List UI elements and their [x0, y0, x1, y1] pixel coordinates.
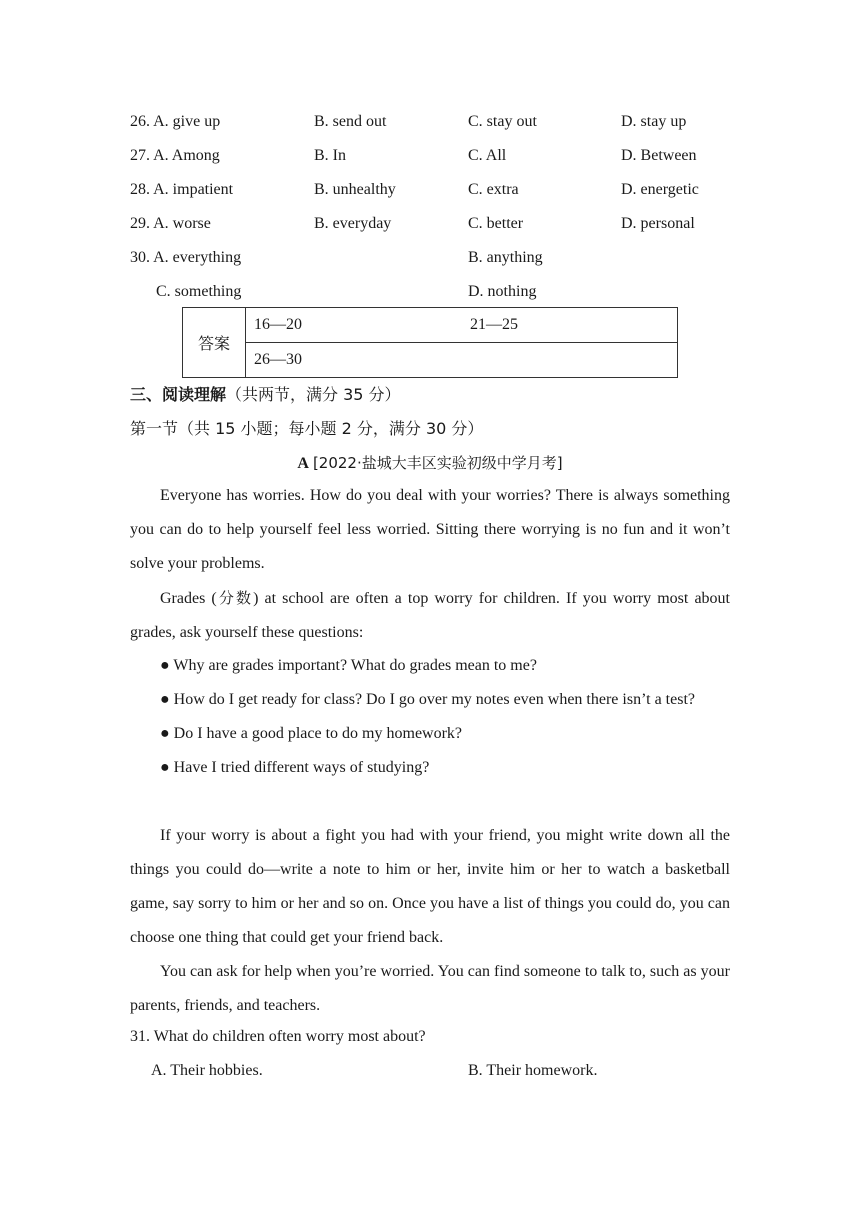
option-a: 29. A. worse — [130, 215, 211, 232]
question-31-stem: 31. What do children often worry most about? — [130, 1028, 426, 1045]
question-30-row-2 — [130, 280, 730, 304]
answer-table — [182, 307, 678, 378]
option-c: C. better — [468, 215, 524, 232]
option-c: C. something — [156, 283, 242, 300]
passage-source: [2022·盐城大丰区实验初级中学月考] — [312, 454, 563, 472]
option-c: C. All — [468, 147, 507, 164]
option-d: D. Between — [621, 147, 697, 164]
question-27-row — [130, 144, 730, 168]
option-a: 28. A. impatient — [130, 181, 234, 198]
option-d: D. stay up — [621, 113, 687, 130]
paragraph-1-text: Everyone has worries. How do you deal with your worries? There is always something you can do to help yourself feel less worried. Sitting there worrying is no fun and it won’t solve your problems. — [130, 487, 730, 572]
option-d: D. nothing — [468, 283, 537, 300]
option-d: D. energetic — [621, 181, 699, 198]
question-29-row — [130, 212, 730, 236]
bullet-list — [130, 649, 730, 785]
option-a: 26. A. give up — [130, 113, 221, 130]
passage-title — [0, 451, 860, 476]
option-c: C. extra — [468, 181, 519, 198]
option-b: B. In — [314, 147, 346, 164]
option-b: B. unhealthy — [314, 181, 396, 198]
bullet-1: ● Why are grades important? What do grades mean to me? — [160, 657, 537, 674]
section-note: （共两节，满分 35 分） — [226, 385, 401, 404]
paragraph-3-text: If your worry is about a fight you had with your friend, you might write down all the things you could do—write a note to him or her, invite him or her to watch a basketball game, say sorry to him or her and so on. Once you have a list of things you could do, you can choose one thing that could get your friend back. — [130, 827, 730, 946]
answer-label: 答案 — [183, 308, 246, 378]
bullet-3: ● Do I have a good place to do my homework? — [160, 725, 463, 742]
question-26-row — [130, 110, 730, 134]
option-a: 27. A. Among — [130, 147, 220, 164]
paragraph-1 — [130, 479, 730, 581]
option-b: B. anything — [468, 249, 543, 266]
p2-post: ) at school are often a top worry for children. If you worry most about grades, ask yourself these questions: — [130, 590, 730, 641]
p2-pre: Grades ( — [160, 590, 217, 607]
question-31-option-a[interactable]: A. Their hobbies. — [151, 1062, 263, 1079]
range-21-25: 21—25 — [470, 316, 518, 333]
answer-cell-26-30[interactable] — [246, 343, 678, 378]
option-b: B. send out — [314, 113, 387, 130]
part-heading: 第一节（共 15 小题；每小题 2 分，满分 30 分） — [130, 419, 484, 438]
p2-cjk: 分数 — [216, 589, 254, 607]
paragraph-2-text — [130, 581, 730, 650]
range-26-30: 26—30 — [254, 351, 302, 368]
option-b: B. everyday — [314, 215, 392, 232]
section-heading — [130, 383, 401, 407]
question-31-option-b[interactable]: B. Their homework. — [468, 1062, 598, 1079]
bullet-4: ● Have I tried different ways of studying? — [160, 759, 430, 776]
passage-letter: A — [297, 455, 309, 472]
option-d: D. personal — [621, 215, 695, 232]
range-16-20: 16—20 — [254, 316, 302, 333]
bullet-2: ● How do I get ready for class? Do I go over my notes even when there isn’t a test? — [160, 691, 695, 708]
paragraph-4 — [130, 955, 730, 1023]
option-a: 30. A. everything — [130, 249, 242, 266]
question-30-row — [130, 246, 730, 270]
answer-cell-16-25[interactable] — [246, 308, 678, 343]
paragraph-3 — [130, 819, 730, 955]
paragraph-4-text: You can ask for help when you’re worried. You can find someone to talk to, such as your parents, friends, and teachers. — [130, 963, 730, 1014]
option-c: C. stay out — [468, 113, 537, 130]
paragraph-2 — [130, 581, 730, 650]
question-28-row — [130, 178, 730, 202]
section-title: 三、阅读理解 — [130, 385, 227, 404]
